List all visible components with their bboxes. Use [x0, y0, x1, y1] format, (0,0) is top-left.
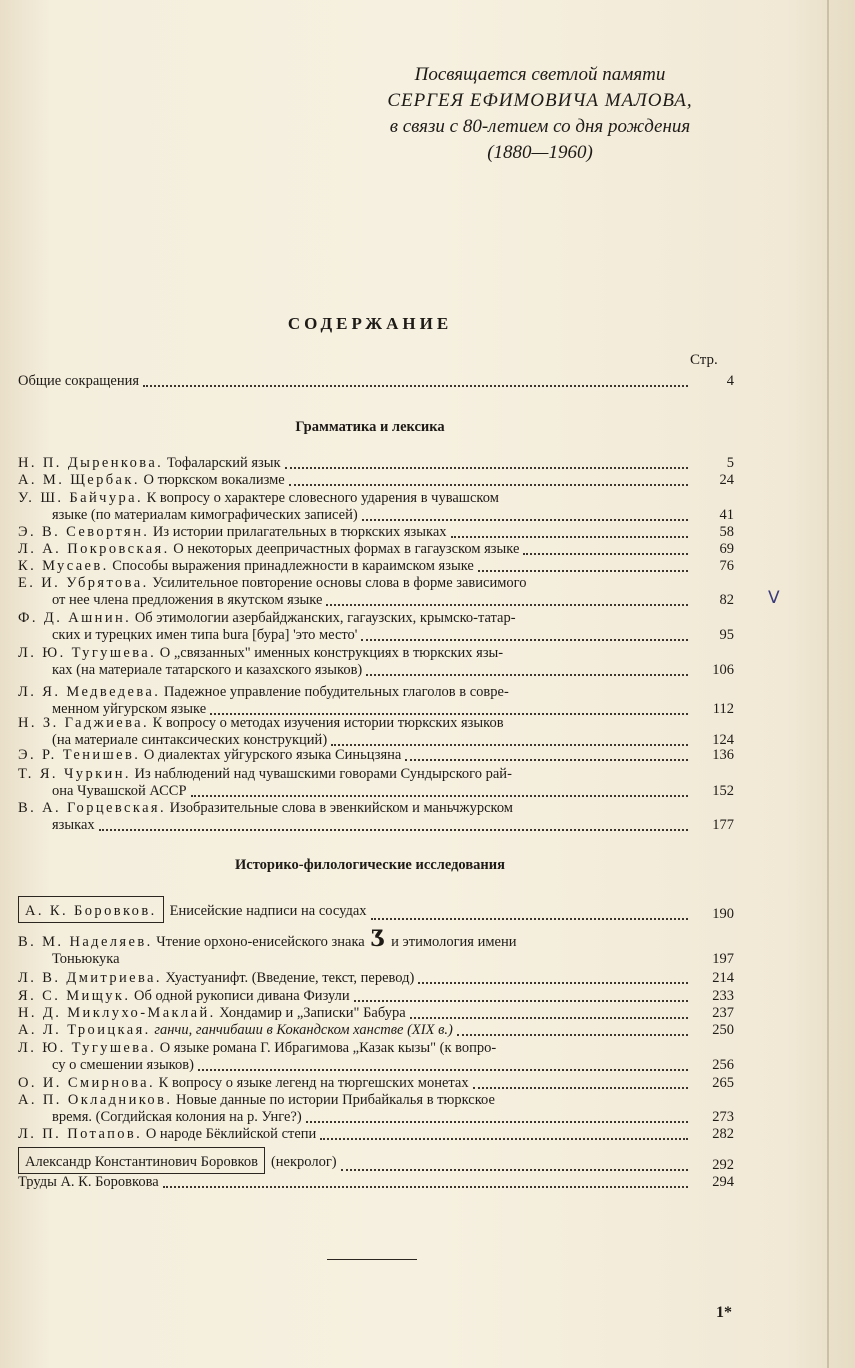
toc-entry[interactable]	[18, 988, 734, 1005]
entry-page: 106	[712, 662, 734, 678]
entry-title: Новые данные по истории Прибайкалья в тюркское	[175, 1092, 495, 1108]
signature-mark: 1*	[716, 1304, 732, 1321]
leader-dots	[163, 1184, 688, 1188]
entry-author: Н. Д. Миклухо-Маклай.	[18, 1005, 216, 1021]
entry-author: В. А. Горцевская.	[18, 800, 166, 816]
toc-entry[interactable]	[18, 1174, 734, 1191]
entry-page: 197	[712, 951, 734, 967]
page-column-header: Стр.	[690, 352, 718, 368]
orkhon-sign-symbol: Ʒ	[370, 926, 386, 952]
entry-title: О тюркском вокализме	[143, 472, 285, 488]
leader-dots	[354, 998, 688, 1002]
entry-title: (некролог)	[270, 1154, 337, 1170]
entry-title: Об этимологии азербайджанских, гагаузских, крымско-татар-	[134, 610, 516, 626]
entry-title: Труды А. К. Боровкова	[18, 1174, 159, 1190]
entry-author: Л. П. Потапов.	[18, 1126, 143, 1142]
leader-dots	[361, 637, 688, 641]
leader-dots	[99, 827, 688, 831]
leader-dots	[478, 568, 688, 572]
leader-dots	[326, 602, 688, 606]
dedication-line-1: Посвящается светлой памяти	[414, 64, 666, 85]
entry-title-cont: Тоньюкука	[52, 951, 120, 967]
entry-title-b: и этимология имени	[391, 934, 517, 950]
toc-entry[interactable]	[18, 893, 734, 923]
leader-dots	[410, 1015, 688, 1019]
entry-title-cont: от нее члена предложения в якутском языке	[52, 592, 323, 608]
toc-entry[interactable]	[18, 800, 734, 834]
entry-title: Об одной рукописи дивана Физули	[134, 988, 350, 1004]
toc-entry[interactable]	[18, 524, 734, 541]
entry-author: Ф. Д. Ашнин.	[18, 610, 132, 626]
handwritten-check-mark: V	[768, 588, 780, 608]
footer-rule	[327, 1259, 417, 1260]
entry-title: Падежное управление побудительных глаголов в совре-	[163, 684, 509, 700]
entry-page: 24	[719, 472, 734, 488]
section-heading-history: Историко-филологические исследования	[235, 857, 505, 873]
toc-title: СОДЕРЖАНИЕ	[287, 314, 453, 333]
leader-dots	[362, 517, 688, 521]
toc-entry[interactable]	[18, 455, 734, 472]
entry-title: К вопросу о методах изучения истории тюркских языков	[152, 715, 504, 731]
leader-dots	[451, 534, 688, 538]
leader-dots	[331, 742, 688, 746]
entry-page: 273	[712, 1109, 734, 1125]
entry-title: Общие сокращения	[18, 373, 140, 389]
dedication-line-4: (1880—1960)	[487, 142, 593, 163]
entry-page: 214	[712, 970, 734, 986]
leader-dots	[289, 482, 688, 486]
leader-dots	[457, 1032, 688, 1036]
toc-entry[interactable]	[18, 684, 734, 718]
toc-entry[interactable]	[18, 747, 734, 764]
entry-title: О диалектах уйгурского языка Синьцзяна	[143, 747, 402, 763]
entry-page: 294	[712, 1174, 734, 1190]
leader-dots	[285, 465, 688, 469]
entry-page: 4	[726, 373, 734, 389]
entry-title: Изобразительные слова в эвенкийском и маньчжурском	[169, 800, 513, 816]
toc-entry[interactable]	[18, 715, 734, 749]
entry-author: Н. З. Гаджиева.	[18, 715, 150, 731]
toc-entry[interactable]	[18, 610, 734, 644]
entry-title: К вопросу о характере словесного ударения в чувашском	[146, 490, 499, 506]
entry-title: Способы выражения принадлежности в караимском языке	[112, 558, 474, 574]
entry-page: 82	[719, 592, 734, 608]
toc-entry[interactable]	[18, 970, 734, 987]
entry-title-cont: языках	[52, 817, 95, 833]
leader-dots	[143, 383, 688, 387]
entry-page: 250	[712, 1022, 734, 1038]
entry-page: 112	[712, 701, 734, 717]
entry-page: 152	[712, 783, 734, 799]
leader-dots	[198, 1067, 688, 1071]
entry-page: 58	[719, 524, 734, 540]
entry-page: 177	[712, 817, 734, 833]
entry-author: Л. Я. Медведева.	[18, 684, 161, 700]
entry-page: 282	[712, 1126, 734, 1142]
entry-title: Тофаларский язык	[166, 455, 281, 471]
toc-entry[interactable]	[18, 541, 734, 558]
toc-entry[interactable]	[18, 472, 734, 489]
entry-title: Хуастуанифт. (Введение, текст, перевод)	[165, 970, 415, 986]
entry-title: Усилительное повторение основы слова в форме зависимого	[152, 575, 527, 591]
toc-entry[interactable]	[18, 558, 734, 575]
entry-author: Л. Ю. Тугушева.	[18, 645, 157, 661]
toc-entry[interactable]	[18, 1075, 734, 1092]
dedication	[300, 62, 780, 166]
toc-entry[interactable]	[18, 1022, 734, 1039]
entry-title: Из истории прилагательных в тюркских языках	[152, 524, 447, 540]
toc-entry[interactable]	[18, 1144, 734, 1174]
entry-title: К вопросу о языке легенд на тюргешских монетах	[158, 1075, 469, 1091]
toc-entry[interactable]	[18, 1005, 734, 1022]
leader-dots	[341, 1167, 688, 1171]
entry-author-boxed: А. К. Боровков.	[18, 896, 164, 923]
leader-dots	[523, 551, 688, 555]
toc-entry[interactable]	[18, 926, 734, 968]
dedication-line-2: СЕРГЕЯ ЕФИМОВИЧА МАЛОВА,	[387, 90, 693, 111]
leader-dots	[306, 1119, 688, 1123]
leader-dots	[366, 672, 688, 676]
entry-author: Е. И. Убрятова.	[18, 575, 149, 591]
entry-author: В. М. Наделяев.	[18, 934, 153, 950]
entry-title: Хондамир и „Записки" Бабура	[219, 1005, 406, 1021]
leader-dots	[418, 980, 688, 984]
entry-author: Л. Ю. Тугушева.	[18, 1040, 157, 1056]
section-heading-grammar: Грамматика и лексика	[295, 419, 445, 435]
entry-author: Т. Я. Чуркин.	[18, 766, 131, 782]
entry-author: Л. А. Покровская.	[18, 541, 170, 557]
entry-author: Л. В. Дмитриева.	[18, 970, 162, 986]
entry-title-cont: время. (Согдийская колония на р. Унге?)	[52, 1109, 302, 1125]
entry-author: Э. Р. Тенишев.	[18, 747, 141, 763]
entry-page: 136	[712, 747, 734, 763]
toc-entry[interactable]	[18, 490, 734, 524]
entry-author: К. Мусаев.	[18, 558, 109, 574]
leader-dots	[473, 1085, 688, 1089]
entry-author: Э. В. Севортян.	[18, 524, 150, 540]
entry-author: А. М. Щербак.	[18, 472, 140, 488]
entry-author-boxed: Александр Константинович Боровков	[18, 1147, 265, 1174]
entry-author: У. Ш. Байчура.	[18, 490, 144, 506]
entry-title-cont: (на материале синтаксических конструкций)	[52, 732, 328, 748]
entry-author: Н. П. Дыренкова.	[18, 455, 164, 471]
entry-author: А. П. Окладников.	[18, 1092, 173, 1108]
entry-page: 95	[719, 627, 734, 643]
entry-title: Чтение орхоно-енисейского знака	[156, 934, 365, 950]
entry-title: О некоторых деепричастных формах в гагаузском языке	[173, 541, 520, 557]
entry-author: О. И. Смирнова.	[18, 1075, 156, 1091]
toc-entry[interactable]	[18, 575, 734, 609]
entry-page: 41	[719, 507, 734, 523]
entry-page: 265	[712, 1075, 734, 1091]
entry-page: 233	[712, 988, 734, 1004]
entry-page: 256	[712, 1057, 734, 1073]
entry-page: 292	[712, 1157, 734, 1173]
entry-page: 5	[726, 455, 734, 471]
leader-dots	[320, 1136, 688, 1140]
entry-title: Из наблюдений над чувашскими говорами Сундырского рай-	[134, 766, 512, 782]
entry-page: 76	[719, 558, 734, 574]
entry-title-cont: су о смешении языков)	[52, 1057, 194, 1073]
entry-page: 124	[712, 732, 734, 748]
toc-entry-abbrev[interactable]	[18, 373, 734, 390]
leader-dots	[405, 757, 688, 761]
toc-entry[interactable]	[18, 766, 734, 800]
entry-title-cont: ках (на материале татарского и казахского языков)	[52, 662, 363, 678]
entry-title: О языке романа Г. Ибрагимова „Казак кызы" (к вопро-	[159, 1040, 497, 1056]
entry-title: О „связанных" именных конструкциях в тюркских язы-	[159, 645, 504, 661]
entry-page: 190	[712, 906, 734, 922]
leader-dots	[371, 916, 688, 920]
toc-entry[interactable]	[18, 1040, 734, 1074]
entry-page: 237	[712, 1005, 734, 1021]
entry-title: О народе Бёклийской степи	[145, 1126, 317, 1142]
leader-dots	[191, 793, 688, 797]
entry-title: Енисейские надписи на сосудах	[169, 903, 367, 919]
entry-page: 69	[719, 541, 734, 557]
entry-title-cont: языке (по материалам кимографических записей)	[52, 507, 358, 523]
entry-title-cont: она Чувашской АССР	[52, 783, 187, 799]
dedication-line-3: в связи с 80-летием со дня рождения	[389, 116, 691, 137]
entry-title-cont: ских и турецких имен типа bura [бура] 'это место'	[52, 627, 358, 643]
toc-entry[interactable]	[18, 1092, 734, 1126]
entry-title: ганчи, ганчибаши в Кокандском ханстве (XIX в.)	[154, 1022, 453, 1038]
entry-title-cont: менном уйгурском языке	[52, 701, 207, 717]
entry-author: А. Л. Троицкая.	[18, 1022, 151, 1038]
toc-entry[interactable]	[18, 645, 734, 679]
toc-entry[interactable]	[18, 1126, 734, 1143]
entry-author: Я. С. Мищук.	[18, 988, 131, 1004]
page-edge	[827, 0, 829, 1368]
